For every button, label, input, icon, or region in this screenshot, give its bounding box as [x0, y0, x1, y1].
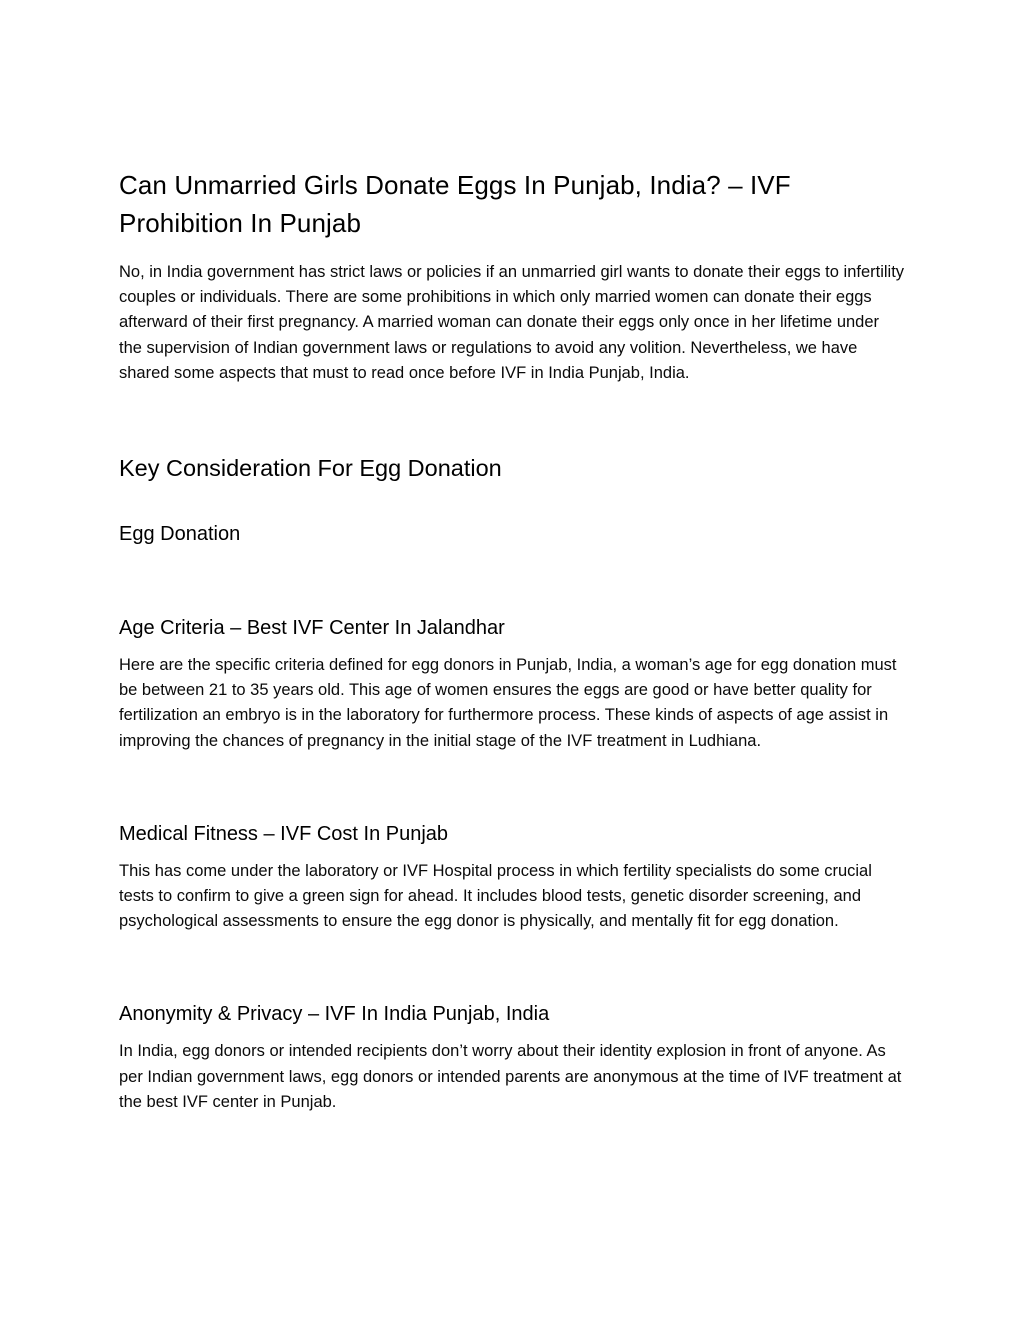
intro-paragraph: No, in India government has strict laws or policies if an unmarried girl wants to donate their eggs to infertility couples or individuals. There are some prohibitions in which only married women can donate their eggs afterward of their first pregnancy. A married woman can donate their eggs only once in her lifetime under the supervision of Indian government laws or regulations to avoid any volition. Nevertheless, we have shared some aspects that must to read once before IVF in India Punjab, India.: [119, 263, 905, 382]
document-content: [119, 166, 906, 1115]
page-title: Can Unmarried Girls Donate Eggs In Punjab, India? – IVF Prohibition In Punjab: [119, 170, 791, 238]
topic-paragraph-age-criteria: Here are the specific criteria defined for egg donors in Punjab, India, a woman’s age for egg donation must be between 21 to 35 years old. This age of women ensures the eggs are good or have better quality for fertilization an embryo is in the laboratory for furthermore process. These kinds of aspects of age assist in improving the chances of pregnancy in the initial stage of the IVF treatment in Ludhiana.: [119, 656, 897, 750]
topic-heading-age-criteria: Age Criteria – Best IVF Center In Jalandhar: [119, 617, 505, 640]
section-heading-key-consideration: Key Consideration For Egg Donation: [119, 455, 502, 482]
topic-heading-medical-fitness: Medical Fitness – IVF Cost In Punjab: [119, 822, 449, 845]
topic-heading-anonymity-privacy: Anonymity & Privacy – IVF In India Punjab, India: [119, 1003, 550, 1026]
topic-paragraph-anonymity-privacy: In India, egg donors or intended recipients don’t worry about their identity explosion in front of anyone. As per Indian government laws, egg donors or intended parents are anonymous at the time of IVF treatment at the best IVF center in Punjab.: [119, 1042, 902, 1111]
subsection-heading-egg-donation: Egg Donation: [119, 523, 241, 546]
topic-paragraph-medical-fitness: This has come under the laboratory or IVF Hospital process in which fertility specialists do some crucial tests to confirm to give a green sign for ahead. It includes blood tests, genetic disorder screening, and psychological assessments to ensure the egg donor is physically, and mentally fit for egg donation.: [119, 861, 872, 931]
